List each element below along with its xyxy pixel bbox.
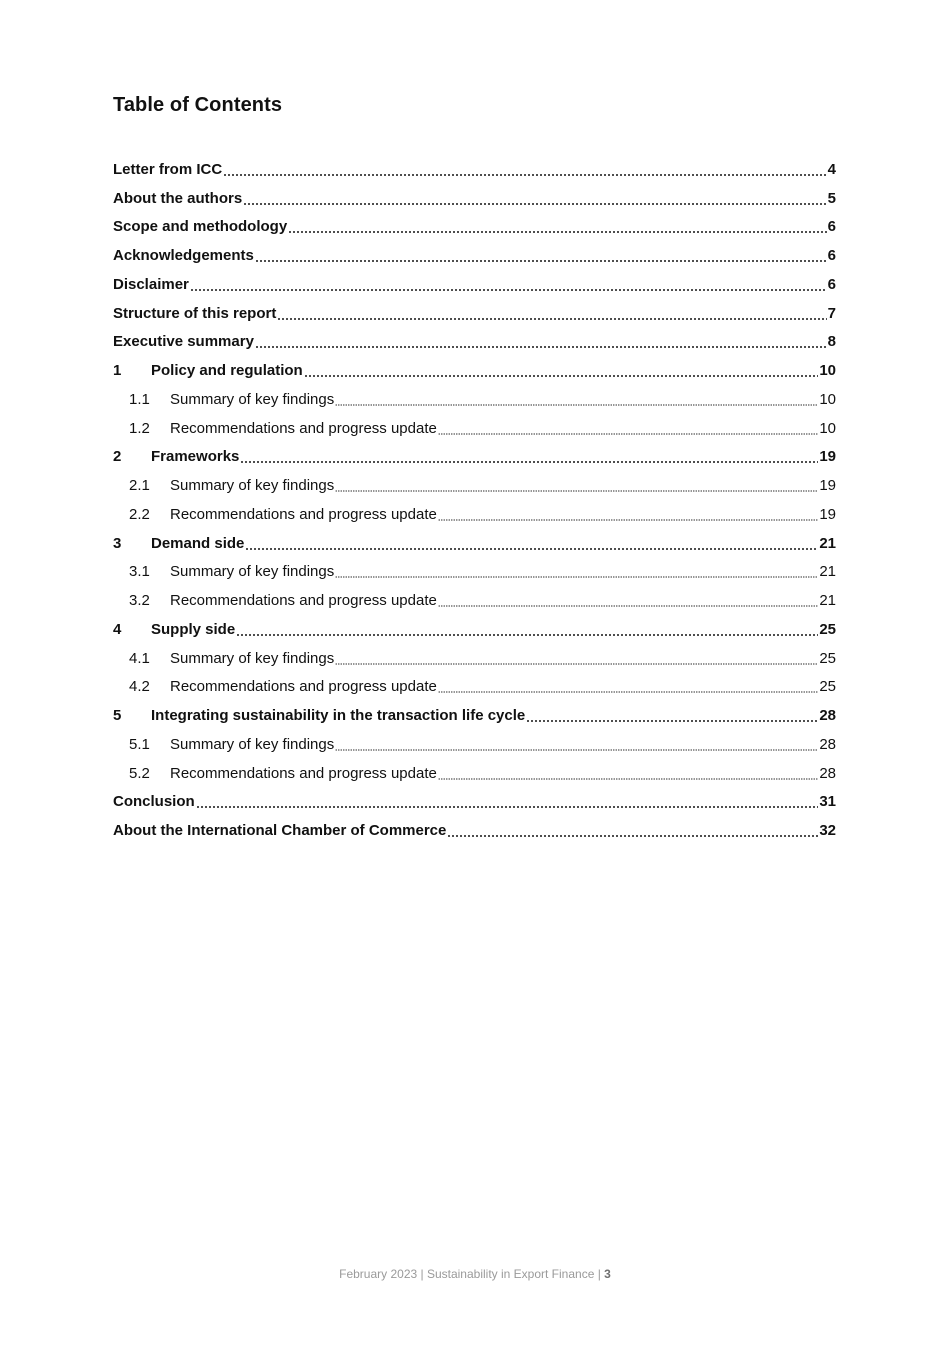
toc-entry-number: 3 (113, 534, 122, 552)
toc-entry-page-number: 10 (819, 390, 836, 408)
toc-entry-number: 2.1 (129, 477, 150, 495)
toc-entry-number: 4.1 (129, 649, 150, 667)
table-of-contents (113, 155, 836, 845)
toc-dot-leader (255, 346, 827, 356)
toc-entry-label: Structure of this report (113, 304, 277, 322)
toc-entry-page-number: 28 (819, 735, 836, 753)
toc-entry-label: Executive summary (113, 333, 254, 351)
toc-entry-number: 4.2 (129, 678, 150, 696)
toc-entry[interactable] (113, 385, 836, 414)
toc-entry-label: Summary of key findings (170, 390, 335, 408)
toc-entry[interactable] (113, 730, 836, 759)
toc-entry[interactable] (113, 471, 836, 500)
toc-entry-label: Supply side (151, 620, 236, 638)
toc-dot-leader (190, 289, 827, 299)
toc-dot-leader (223, 174, 826, 184)
toc-dot-leader (526, 720, 818, 730)
toc-entry[interactable] (113, 615, 836, 644)
toc-dot-leader (447, 835, 818, 845)
toc-dot-leader (240, 461, 818, 471)
toc-entry-label: Conclusion (113, 793, 195, 811)
toc-entry[interactable] (113, 155, 836, 184)
toc-entry-page-number: 21 (819, 534, 836, 552)
toc-entry-label: Summary of key findings (170, 649, 335, 667)
toc-dot-leader (438, 605, 818, 615)
toc-entry-number: 3.1 (129, 563, 150, 581)
toc-dot-leader (438, 778, 818, 788)
toc-entry[interactable] (113, 414, 836, 443)
toc-entry-label: Summary of key findings (170, 477, 335, 495)
toc-entry[interactable] (113, 586, 836, 615)
toc-entry[interactable] (113, 356, 836, 385)
toc-entry-page-number: 19 (819, 477, 836, 495)
page-footer (0, 1267, 950, 1281)
toc-entry-number: 3.2 (129, 592, 150, 610)
toc-entry-label: Demand side (151, 534, 245, 552)
toc-dot-leader (196, 806, 819, 816)
toc-entry-number: 5.1 (129, 735, 150, 753)
toc-dot-leader (288, 231, 826, 241)
toc-entry[interactable] (113, 673, 836, 702)
toc-title: Table of Contents (113, 94, 283, 116)
toc-dot-leader (255, 260, 827, 270)
toc-dot-leader (335, 490, 818, 500)
toc-dot-leader (277, 318, 826, 328)
toc-entry-page-number: 5 (827, 189, 836, 207)
toc-entry-number: 1.2 (129, 419, 150, 437)
toc-entry-page-number: 6 (827, 247, 836, 265)
toc-entry-page-number: 19 (819, 505, 836, 523)
toc-entry-label: Policy and regulation (151, 362, 303, 380)
toc-entry[interactable] (113, 701, 836, 730)
toc-dot-leader (335, 404, 818, 414)
toc-entry-label: Recommendations and progress update (170, 678, 437, 696)
toc-entry-page-number: 10 (819, 419, 836, 437)
toc-dot-leader (335, 663, 818, 673)
toc-entry-label: About the International Chamber of Commerce (113, 822, 447, 840)
toc-entry-label: Scope and methodology (113, 218, 288, 236)
toc-entry[interactable] (113, 443, 836, 472)
toc-entry-page-number: 25 (819, 649, 836, 667)
toc-entry-page-number: 21 (819, 592, 836, 610)
toc-dot-leader (243, 203, 827, 213)
toc-entry[interactable] (113, 529, 836, 558)
toc-entry[interactable] (113, 788, 836, 817)
toc-entry-page-number: 31 (819, 793, 836, 811)
toc-entry-page-number: 6 (827, 275, 836, 293)
toc-entry-page-number: 19 (819, 448, 836, 466)
toc-entry-number: 2.2 (129, 505, 150, 523)
toc-entry-page-number: 25 (819, 678, 836, 696)
toc-entry[interactable] (113, 270, 836, 299)
toc-entry-label: Letter from ICC (113, 160, 223, 178)
toc-entry-label: Recommendations and progress update (170, 505, 437, 523)
toc-entry[interactable] (113, 816, 836, 845)
toc-entry-page-number: 28 (819, 764, 836, 782)
toc-dot-leader (236, 634, 818, 644)
toc-entry[interactable] (113, 213, 836, 242)
toc-entry-number: 4 (113, 620, 122, 638)
toc-entry-label: Disclaimer (113, 275, 189, 293)
toc-entry-page-number: 32 (819, 822, 836, 840)
toc-entry[interactable] (113, 500, 836, 529)
toc-entry[interactable] (113, 328, 836, 357)
toc-entry-page-number: 21 (819, 563, 836, 581)
toc-dot-leader (438, 691, 818, 701)
toc-entry-page-number: 4 (827, 160, 836, 178)
toc-dot-leader (335, 749, 818, 759)
toc-entry-page-number: 28 (819, 707, 836, 725)
toc-dot-leader (304, 375, 819, 385)
toc-entry-page-number: 10 (819, 362, 836, 380)
toc-entry-page-number: 25 (819, 620, 836, 638)
footer-page-number: 3 (604, 1267, 611, 1281)
toc-dot-leader (438, 433, 818, 443)
toc-entry-number: 2 (113, 448, 122, 466)
toc-entry-label: Summary of key findings (170, 563, 335, 581)
toc-entry-label: Recommendations and progress update (170, 592, 437, 610)
footer-text: February 2023 | Sustainability in Export Finance | (339, 1267, 601, 1281)
toc-entry-label: About the authors (113, 189, 243, 207)
toc-entry-label: Recommendations and progress update (170, 764, 437, 782)
toc-entry-label: Frameworks (151, 448, 240, 466)
toc-dot-leader (245, 548, 818, 558)
toc-entry-number: 1 (113, 362, 122, 380)
toc-entry-label: Acknowledgements (113, 247, 254, 265)
toc-entry-label: Integrating sustainability in the transaction life cycle (151, 707, 526, 725)
toc-entry-page-number: 8 (827, 333, 836, 351)
toc-entry-number: 5.2 (129, 764, 150, 782)
toc-entry[interactable] (113, 241, 836, 270)
toc-entry-label: Summary of key findings (170, 735, 335, 753)
toc-entry-number: 1.1 (129, 390, 150, 408)
toc-dot-leader (335, 576, 818, 586)
toc-entry-number: 5 (113, 707, 122, 725)
toc-dot-leader (438, 519, 818, 529)
toc-entry-page-number: 6 (827, 218, 836, 236)
toc-entry-page-number: 7 (827, 304, 836, 322)
toc-entry[interactable] (113, 759, 836, 788)
toc-entry[interactable] (113, 184, 836, 213)
toc-entry[interactable] (113, 644, 836, 673)
toc-entry[interactable] (113, 558, 836, 587)
toc-entry-label: Recommendations and progress update (170, 419, 437, 437)
toc-entry[interactable] (113, 299, 836, 328)
